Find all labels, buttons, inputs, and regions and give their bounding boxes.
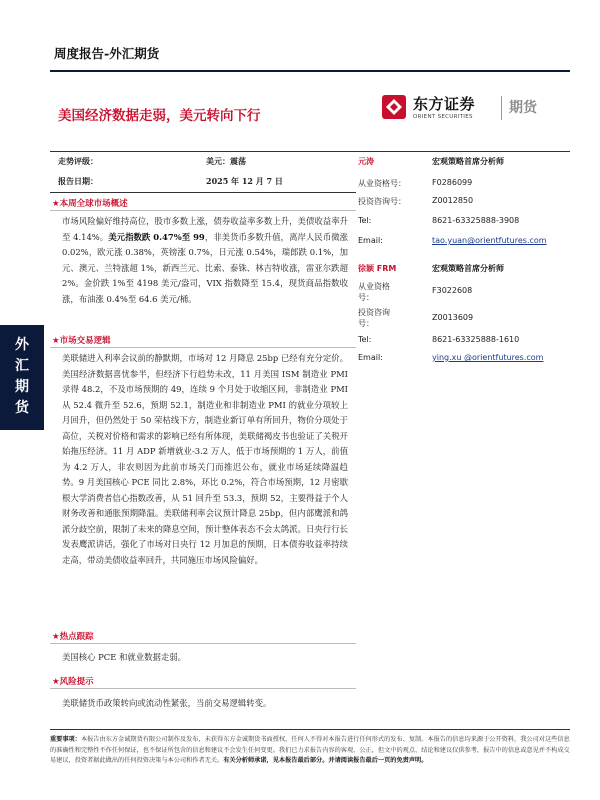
meta-top-divider	[50, 151, 356, 152]
side-tab-char: 货	[15, 400, 29, 416]
section-heading: ★本周全球市场概述	[52, 199, 128, 209]
disclaimer-divider	[50, 729, 570, 730]
analyst-name: 元涛	[358, 157, 374, 166]
section-paragraph: 美联储货币政策转向或流动性紧张，当前交易逻辑转变。	[62, 698, 272, 708]
header-divider	[50, 70, 570, 72]
section-heading: ★市场交易逻辑	[52, 336, 111, 346]
disclaimer	[50, 735, 570, 767]
side-tab-char: 期	[15, 379, 29, 395]
side-tab-char: 汇	[15, 358, 29, 374]
disclaimer-note: 有关分析师承诺，见本报告最后部分。并请阅读报告最后一页的免责声明。	[223, 757, 428, 764]
section-heading: ★风险提示	[52, 677, 94, 687]
analyst-info-label: Tel:	[358, 335, 372, 344]
analyst-info-label: Email:	[358, 353, 383, 362]
logo-name-cn: 东方证券	[413, 95, 476, 113]
analyst-info-value: Z0013609	[432, 313, 474, 322]
analyst-info-value: 8621-63325888-1610	[432, 335, 520, 344]
side-tab-char: 外	[15, 337, 29, 353]
analyst-info-value: Z0012850	[432, 196, 474, 205]
dollar-index-highlight: 美元指数跌 0.47%至 99	[108, 231, 205, 242]
report-type: 周度报告-外汇期货	[54, 46, 160, 61]
analyst-role: 宏观策略首席分析师	[432, 156, 504, 166]
meta-bottom-divider	[50, 192, 356, 193]
disclaimer-label: 重要事项：	[50, 736, 81, 743]
analyst-email-link[interactable]: tao.yuan@orientfutures.com	[432, 236, 547, 245]
analyst-info-label: Tel:	[358, 216, 372, 225]
date-label: 报告日期：	[58, 176, 98, 186]
analyst-info-label: Email:	[358, 236, 383, 245]
analyst-info-value: F3022608	[432, 286, 473, 295]
orient-logo-icon	[381, 94, 407, 120]
logo-division: 期货	[509, 100, 537, 116]
section-divider	[50, 210, 356, 211]
disclaimer-text: 本报告由东方金诚期货有限公司制作及发布，未获得东方金诚期货书面授权，任何人不得对本报告进行任何形式的发布、复制。本报告的信息均来源于公开资料，我公司对这些信息的准确性和完整性不作任何保证，也不保证所包含的信息和建议不会发生任何变更。我们已力求报告内容的客观、公正，但文中的观点、结论和建议仅供参考，报告中的信息或意见并不构成交易建议，投资者据此做出的任何投资决策与本公司和作者无关。	[50, 736, 570, 764]
trend-label: 走势评级：	[58, 156, 98, 166]
trend-value: 美元：震荡	[206, 156, 246, 166]
analyst-info-value: F0286099	[432, 178, 473, 187]
analyst-info-label: 投资咨询号：	[358, 197, 406, 206]
analyst-email-link[interactable]: ying.xu @orientfutures.com	[432, 353, 544, 362]
analyst-info-value: 8621-63325888-3908	[432, 216, 520, 225]
logo-separator	[501, 96, 502, 120]
analyst-name: 徐颖 FRM	[358, 264, 397, 273]
section-paragraph: 市场风险偏好维持高位，股市多数上涨，债券收益率多数上升，美债收益率升至 4.14%。美元指数跌 0.47%至 99，非美货币多数升值，离岸人民币微涨 0.02%，欧元涨 0.38%，英镑涨 0.7%，日元涨 0.54%，瑞郎跌 0.1%，加元、澳元、兰特涨超 1%，新西兰元、比索、泰铢、林吉特收涨，雷亚尔跌超 2%。金价跌 1%至 4198 美元/盎司，VIX 指数降至 15.4，现货商品指数收涨，布油涨 0.4%至 64.6 美元/桶。	[62, 216, 348, 304]
date-value: 2025 年 12 月 7 日	[206, 176, 283, 186]
page-title: 美国经济数据走弱，美元转向下行	[58, 108, 261, 124]
analyst-info-label: 从业资格号：	[358, 179, 406, 188]
section-divider	[50, 643, 356, 644]
analyst-info-label: 从业资格 号：	[358, 282, 390, 302]
company-logo	[381, 92, 561, 126]
section-paragraph: 美联储进入利率会议前的静默期，市场对 12 月降息 25bp 已经有充分定价。美国经济数据喜忧参半，但经济下行趋势未改，11 月美国 ISM 制造业 PMI 录得 48.2，不及市场预期的 49，连续 9 个月处于收缩区间，非制造业 PMI 从 52.4 微升至 52.6，预期 52.1，制造业和非制造业 PMI 的就业分项较上月回升，但仍然处于 50 荣枯线下方，制造业新订单有所回升，物价分项处于高位，关税对价格和需求的影响已经有所体现，美联储褐皮书也验证了关税开始拖压经济。11 月 ADP 新增就业-3.2 万人，低于市场预期的 1 万人，前值为 4.2 万人，非农则因为此前市场关门而推迟公布，就业市场延续降温趋势。9 月美国核心 PCE 同比 2.8%，环比 0.2%，符合市场预期，12 月密歇根大学消费者信心指数改善，从 51 回升至 53.3，预期 52，主要得益于个人财务改善和通胀预期降温。美联储利率会议预计降息 25bp，但内部鹰派和鸽派分歧空前，限制了未来的降息空间，预计整体表态不会太鸽派。日央行行长发表鹰派讲话，强化了市场对日央行 12 月加息的预期，日本债券收益率持续走高，带动美债收益率回升，共同施压市场风险偏好。	[62, 353, 348, 565]
side-tab-text	[0, 335, 44, 419]
logo-name-en: ORIENT SECURITIES	[413, 114, 473, 120]
analyst-info-label: 投资咨询 号：	[358, 308, 390, 328]
section-divider	[50, 347, 356, 348]
section-paragraph: 美国核心 PCE 和就业数据走弱。	[62, 652, 186, 662]
analyst-role: 宏观策略首席分析师	[432, 263, 504, 273]
section-divider	[50, 688, 356, 689]
analyst-top-divider	[356, 151, 570, 152]
section-heading: ★热点跟踪	[52, 632, 94, 642]
